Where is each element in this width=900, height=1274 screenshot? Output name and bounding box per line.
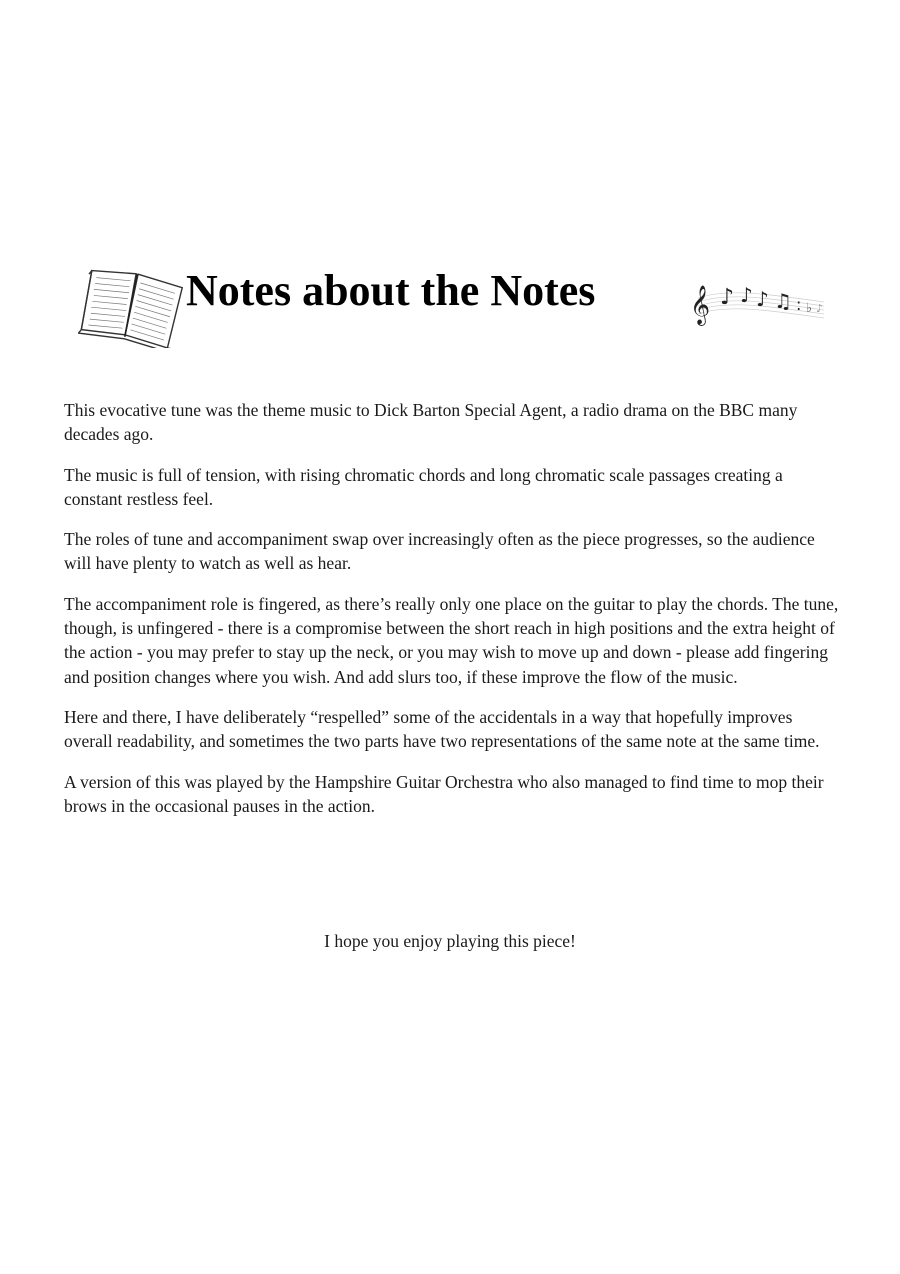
musical-notes-icon	[688, 268, 828, 328]
svg-text:𝄞: 𝄞	[690, 285, 711, 325]
svg-text:♪: ♪	[720, 285, 735, 310]
svg-text:♭: ♭	[806, 301, 813, 316]
paragraph-roles: The roles of tune and accompaniment swap over increasingly often as the piece progresses, so the audience will have plenty to watch as well as hear.	[64, 529, 815, 574]
paragraph-orchestra: A version of this was played by the Hampshire Guitar Orchestra who also managed to find time to mop their brows in the occasional pauses in the action.	[64, 771, 824, 816]
svg-text::: :	[796, 295, 802, 314]
svg-text:♫: ♫	[774, 289, 792, 313]
svg-text:♪: ♪	[816, 302, 824, 315]
svg-text:♪: ♪	[756, 287, 769, 311]
svg-text:♪: ♪	[740, 283, 753, 307]
paragraph-intro: This evocative tune was the theme music to Dick Barton Special Agent, a radio drama on the BBC many decades ago.	[64, 400, 798, 445]
paragraph-fingering: The accompaniment role is fingered, as there’s really only one place on the guitar to play the chords. The tune, though, is unfingered - there is a compromise between the short reach in high positions and the extra height of the action - you may prefer to stay up the neck, or you may wish to move up and down - please add fingering and position changes where you wish. And add slurs too, if these improve the flow of the music.	[64, 593, 839, 687]
paragraph-accidentals: Here and there, I have deliberately “respelled” some of the accidentals in a way that hopefully improves overall readability, and sometimes the two parts have two representations of the same note at the same time.	[64, 706, 820, 752]
body-text	[64, 398, 839, 834]
open-book-icon	[78, 258, 190, 348]
closing-line: I hope you enjoy playing this piece!	[324, 931, 576, 951]
page-title: Notes about the Notes	[186, 266, 596, 315]
page-header	[0, 250, 900, 350]
paragraph-music: The music is full of tension, with rising chromatic chords and long chromatic scale passages creating a constant restless feel.	[64, 464, 783, 509]
